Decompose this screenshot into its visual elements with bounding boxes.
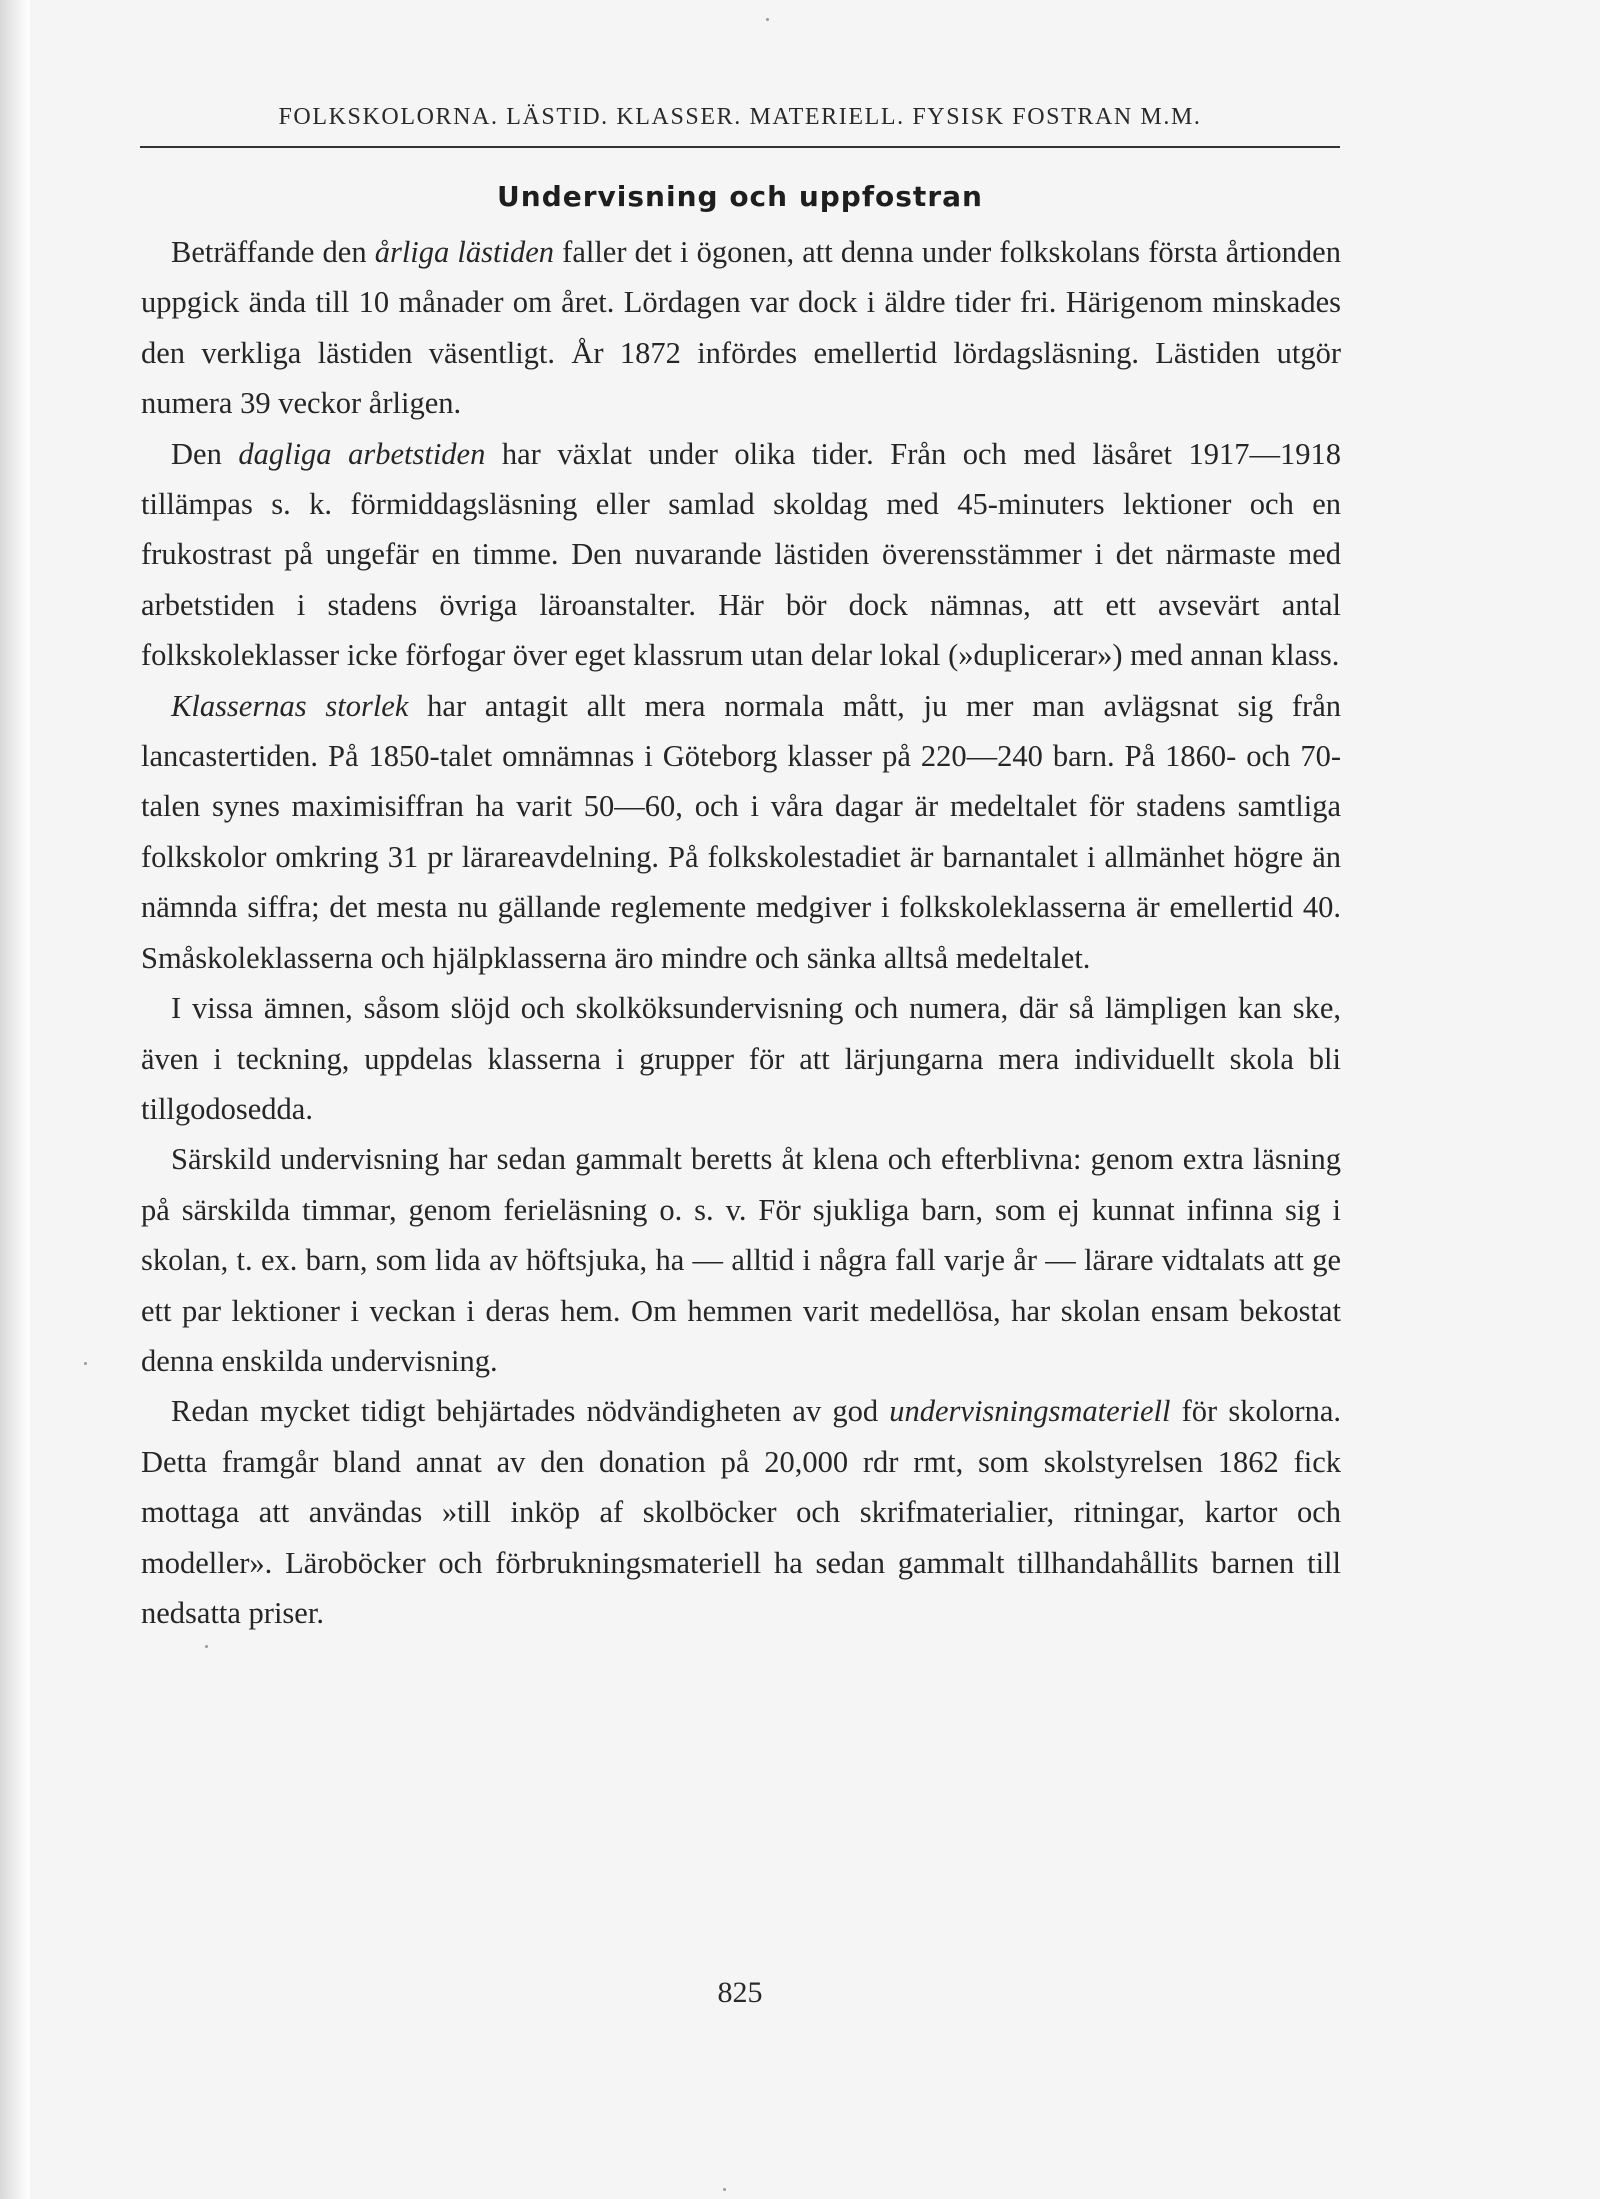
paragraph-text: Redan mycket tidigt behjärtades nödvändigheten av god <box>171 1394 890 1429</box>
paragraph-teaching-materials <box>141 1386 1341 1638</box>
paragraph-text: har växlat under olika tider. Från och med läsåret 1917—1918 tillämpas s. k. förmiddagsläsning eller samlad skoldag med 45-minuters lektioner och en frukostrast på ungefär en timme. Den nuvarande lästiden överensstämmer i det närmaste med arbetstiden i stadens övriga läroanstalter. Här bör dock nämnas, att ett avsevärt antal folkskoleklasser icke förfogar över eget klassrum utan delar lokal (»duplicerar») med annan klass. <box>141 436 1341 673</box>
emphasized-term: Klassernas storlek <box>171 688 409 723</box>
paper-speck <box>723 2188 726 2191</box>
running-header: FOLKSKOLORNA. LÄSTID. KLASSER. MATERIELL. FYSISK FOSTRAN M.M. <box>278 104 1202 130</box>
paragraph-daily-working-time <box>141 429 1341 681</box>
paragraph-class-size <box>141 681 1341 983</box>
section-heading: Undervisning och uppfostran <box>497 180 983 213</box>
paragraph-text: för skolorna. Detta framgår bland annat av den donation på 20,000 rdr rmt, som skolstyrelsen 1862 fick mottaga att användas »till inköp af skolböcker och skrifmaterialier, ritningar, kartor och modeller». Läroböcker och förbrukningsmateriell ha sedan gammalt tillhandahållits barnen till nedsatta priser. <box>141 1394 1341 1630</box>
paragraph-text: I vissa ämnen, såsom slöjd och skolköksundervisning och numera, där så lämpligen kan ske, även i teckning, uppdelas klasserna i grupper för att lärjungarna mera individuellt skola bli tillgodosedda. <box>141 991 1341 1126</box>
paragraph-annual-reading-time <box>141 227 1341 429</box>
emphasized-term: dagliga arbetstiden <box>238 436 486 471</box>
paper-speck <box>205 1645 208 1648</box>
paragraph-special-instruction <box>141 1134 1341 1386</box>
emphasized-term: årliga lästiden <box>374 235 555 269</box>
paragraph-text: faller det i ögonen, att denna under folkskolans första årtionden uppgick ända till 10 månader om året. Lördagen var dock i äldre tider fri. Härigenom minskades den verkliga lästiden väsentligt. År 1872 infördes emellertid lördagsläsning. Lästiden utgör numera 39 veckor årligen. <box>141 235 1341 421</box>
paper-speck <box>84 1362 87 1365</box>
body-text <box>141 227 1341 1638</box>
paragraph-text: Beträffande den <box>171 235 375 269</box>
paper-speck <box>766 18 769 21</box>
header-rule <box>140 146 1340 148</box>
paragraph-text: Särskild undervisning har sedan gammalt beretts åt klena och efterblivna: genom extra läsning på särskilda timmar, genom ferieläsning o. s. v. För sjukliga barn, som ej kunnat infinna sig i skolan, t. ex. barn, som lida av höftsjuka, ha — alltid i några fall varje år — lärare vidtalats att ge ett par lektioner i veckan i deras hem. Om hemmen varit medellösa, har skolan ensam bekostat denna enskilda undervisning. <box>141 1142 1341 1378</box>
page-binding-edge <box>0 0 30 2199</box>
paragraph-text: har antagit allt mera normala mått, ju mer man avlägsnat sig från lancastertiden. På 1850-talet omnämnas i Göteborg klasser på 220—240 barn. På 1860- och 70-talen synes maximisiffran ha varit 50—60, och i våra dagar är medeltalet för stadens samtliga folkskolor omkring 31 pr lärareavdelning. På folkskolestadiet är barnantalet i allmänhet högre än nämnda siffra; det mesta nu gällande reglemente medgiver i folkskoleklasserna är emellertid 40. Småskoleklasserna och hjälpklasserna äro mindre och sänka alltså medeltalet. <box>141 688 1341 975</box>
paragraph-group-division <box>141 983 1341 1134</box>
emphasized-term: undervisningsmateriell <box>889 1394 1171 1429</box>
paragraph-text: Den <box>171 436 239 471</box>
page-number: 825 <box>717 1976 763 2009</box>
